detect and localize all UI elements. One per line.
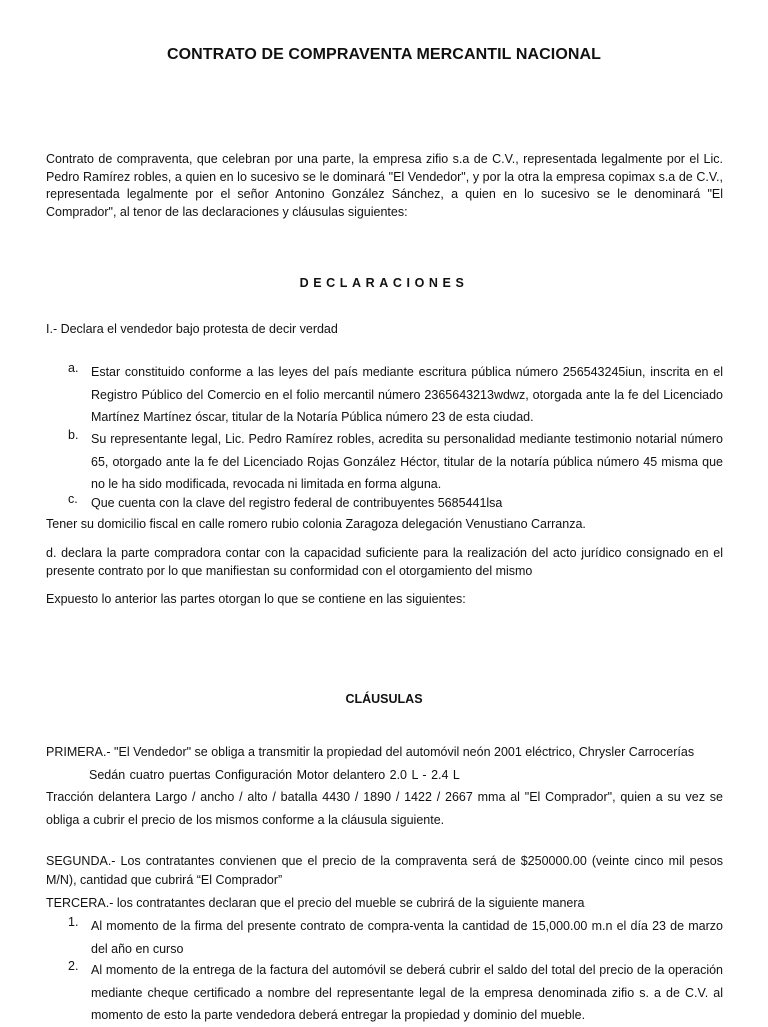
list-item-text: Al momento de la entrega de la factura del automóvil se deberá cubrir el saldo del total del precio de la operación mediante cheque certificado a nombre del representante legal de la empresa denominada zifio s. a de C.V. al momento de esto la parte vendedora deberá entregar la propiedad y dominio del mueble. (91, 963, 723, 1022)
document-title: CONTRATO DE COMPRAVENTA MERCANTIL NACIONAL (166, 46, 602, 63)
list-item-text: Al momento de la firma del presente contrato de compra-venta la cantidad de 15,000.00 m.n el día 23 de marzo del año en curso (91, 919, 723, 956)
segunda-clause: SEGUNDA.- Los contratantes convienen que el precio de la compraventa será de $250000.00 (veinte cinco mil pesos M/N), cantidad que cubrirá “El Comprador” (46, 854, 723, 887)
list-marker: a. (68, 361, 79, 375)
declaraciones-heading: DECLARACIONES (299, 276, 469, 290)
clausulas-heading: CLÁUSULAS (345, 692, 423, 706)
list-item-text: Estar constituido conforme a las leyes del país mediante escritura pública número 256543245iun, inscrita en el Registro Público del Comercio en el folio mercantil número 2365643213wdwz, otorgada ante la fe del Licenciado Martínez Martínez óscar, titular de la Notaría Pública número 23 de esta ciudad. (91, 365, 723, 424)
domicilio-line: Tener su domicilio fiscal en calle romero rubio colonia Zaragoza delegación Venustiano Carranza. (46, 517, 586, 531)
intro-paragraph: Contrato de compraventa, que celebran por una parte, la empresa zifio s.a de C.V., representada legalmente por el Lic. Pedro Ramírez robles, a quien en lo sucesivo se le dominará "El Vendedor", y por la otra la empresa copimax s.a de C.V., representada legalmente por el señor Antonino González Sánchez, a quien en lo sucesivo se le denominará "El Comprador", al tenor de las declaraciones y cláusulas siguientes: (46, 152, 723, 219)
primera-rest: Tracción delantera Largo / ancho / alto / batalla 4430 / 1890 / 1422 / 2667 mma al "El Comprador", quien a su vez se obliga a cubrir el precio de los mismos conforme a la cláusula siguiente. (46, 790, 723, 827)
declara-intro: I.- Declara el vendedor bajo protesta de decir verdad (46, 322, 338, 336)
declaracion-item-b (46, 428, 723, 496)
list-item-text: Su representante legal, Lic. Pedro Ramírez robles, acredita su personalidad mediante testimonio notarial número 65, otorgado ante la fe del Licenciado Rojas González Héctor, titular de la notaría pública número 45 misma que no le ha sido modificada, revocada ni limitada en forma alguna. (91, 432, 723, 491)
expuesto-line: Expuesto lo anterior las partes otorgan lo que se contiene en las siguientes: (46, 592, 466, 606)
list-marker: c. (68, 492, 78, 506)
tercera-clause: TERCERA.- los contratantes declaran que el precio del mueble se cubrirá de la siguiente manera (46, 896, 585, 910)
declaracion-item-a (46, 361, 723, 429)
declaracion-d: d. declara la parte compradora contar con la capacidad suficiente para la realización del acto jurídico consignado en el presente contrato por lo que manifiestan su conformidad con el otorgamiento del mismo (46, 546, 723, 578)
list-marker: b. (68, 428, 79, 442)
primera-line-1: PRIMERA.- "El Vendedor" se obliga a transmitir la propiedad del automóvil neón 2001 eléctrico, Chrysler Carrocerías (46, 745, 695, 759)
primera-line-2: Sedán cuatro puertas Configuración Motor delantero 2.0 L - 2.4 L (89, 768, 460, 782)
list-marker: 1. (68, 915, 79, 929)
list-marker: 2. (68, 959, 79, 973)
tercera-item-1 (46, 915, 723, 960)
list-item-text: Que cuenta con la clave del registro federal de contribuyentes 5685441lsa (91, 496, 503, 510)
tercera-item-2 (46, 959, 723, 1027)
declaracion-item-c (46, 492, 723, 515)
